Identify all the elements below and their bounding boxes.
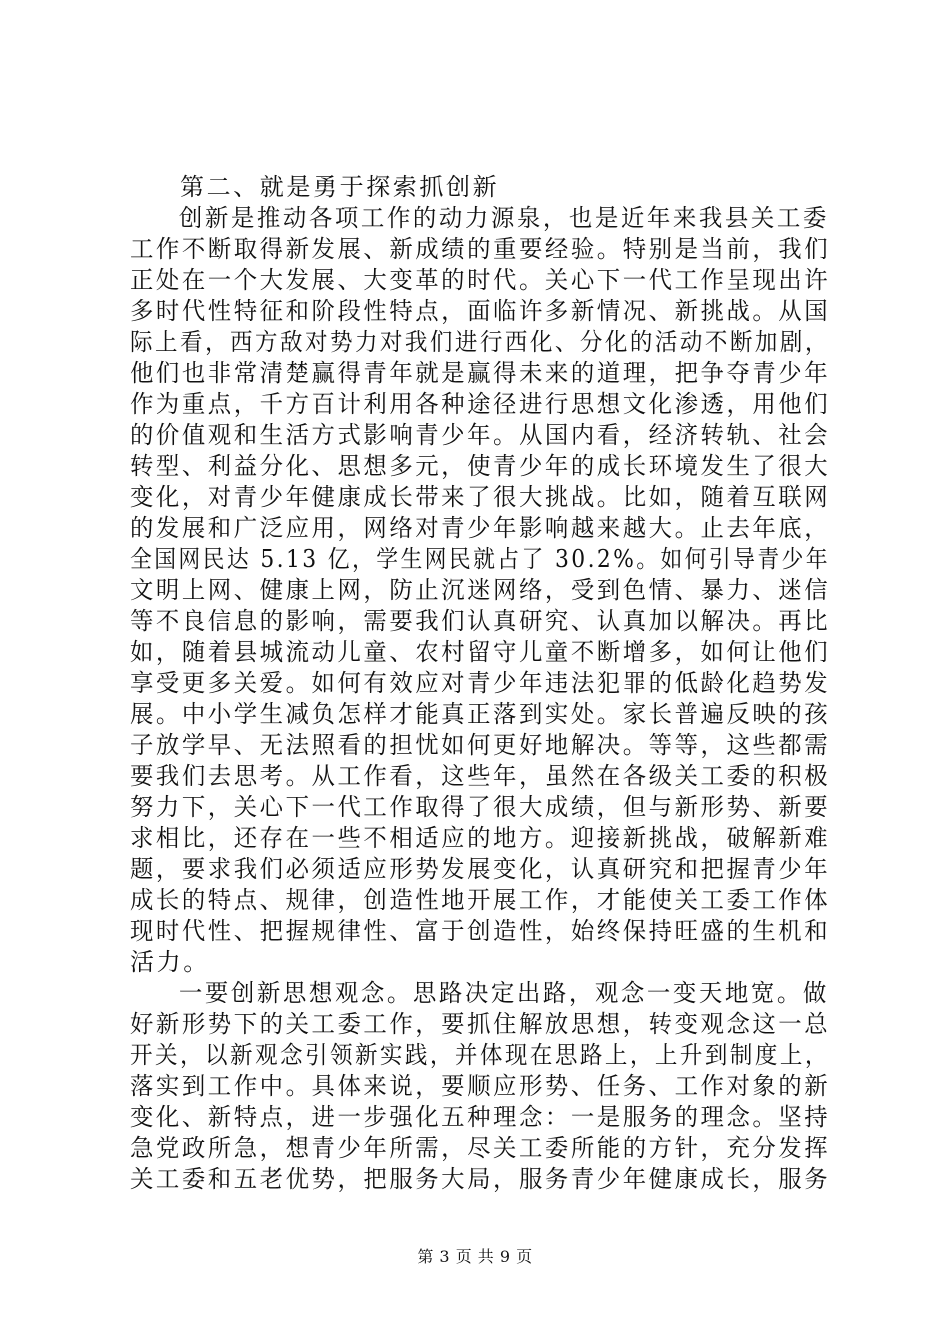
text-line: 落实到工作中。具体来说，要顺应形势、任务、工作对象的新 — [130, 1072, 831, 1100]
text-line: 子放学早、无法照看的担忧如何更好地解决。等等，这些都需 — [130, 731, 831, 759]
text-line: 多时代性特征和阶段性特点，面临许多新情况、新挑战。从国 — [130, 297, 831, 325]
text-line: 正处在一个大发展、大变革的时代。关心下一代工作呈现出许 — [130, 266, 831, 294]
text-line: 要我们去思考。从工作看，这些年，虽然在各级关工委的积极 — [130, 762, 831, 790]
text-line: 文明上网、健康上网，防止沉迷网络，受到色情、暴力、迷信 — [130, 576, 831, 604]
text-line: 急党政所急，想青少年所需，尽关工委所能的方针，充分发挥 — [130, 1134, 831, 1162]
text-line: 转型、利益分化、思想多元，使青少年的成长环境发生了很大 — [130, 452, 831, 480]
text-line: 一要创新思想观念。思路决定出路，观念一变天地宽。做 — [178, 979, 829, 1007]
text-line: 变化、新特点，进一步强化五种理念：一是服务的理念。坚持 — [130, 1103, 831, 1131]
text-line: 工作不断取得新发展、新成绩的重要经验。特别是当前，我们 — [130, 235, 831, 263]
text-line: 活力。 — [130, 948, 210, 976]
text-line: 展。中小学生减负怎样才能真正落到实处。家长普遍反映的孩 — [130, 700, 831, 728]
text-line: 作为重点，千方百计利用各种途径进行思想文化渗透，用他们 — [130, 390, 831, 418]
text-line: 的价值观和生活方式影响青少年。从国内看，经济转轨、社会 — [130, 421, 831, 449]
text-line: 全国网民达 5.13 亿，学生网民就占了 30.2%。如何引导青少年 — [130, 545, 830, 573]
text-line: 好新形势下的关工委工作，要抓住解放思想，转变观念这一总 — [130, 1010, 831, 1038]
text-line: 的发展和广泛应用，网络对青少年影响越来越大。止去年底， — [130, 514, 831, 542]
document-body — [130, 172, 830, 1195]
page-footer: 第 3 页 共 9 页 — [417, 1247, 533, 1266]
text-line: 求相比，还存在一些不相适应的地方。迎接新挑战，破解新难 — [130, 824, 831, 852]
text-line: 如，随着县城流动儿童、农村留守儿童不断增多，如何让他们 — [130, 638, 831, 666]
text-line: 关工委和五老优势，把服务大局，服务青少年健康成长，服务 — [130, 1165, 831, 1193]
text-line: 成长的特点、规律，创造性地开展工作，才能使关工委工作体 — [130, 886, 831, 914]
text-line: 努力下，关心下一代工作取得了很大成绩，但与新形势、新要 — [130, 793, 831, 821]
text-line: 第二、就是勇于探索抓创新 — [180, 173, 500, 201]
text-line: 他们也非常清楚赢得青年就是赢得未来的道理，把争夺青少年 — [130, 359, 831, 387]
text-line: 创新是推动各项工作的动力源泉，也是近年来我县关工委 — [178, 204, 829, 232]
text-line: 开关，以新观念引领新实践，并体现在思路上，上升到制度上， — [130, 1041, 830, 1069]
text-line: 题，要求我们必须适应形势发展变化，认真研究和把握青少年 — [130, 855, 831, 883]
text-line: 享受更多关爱。如何有效应对青少年违法犯罪的低龄化趋势发 — [130, 669, 831, 697]
text-line: 现时代性、把握规律性、富于创造性，始终保持旺盛的生机和 — [130, 917, 831, 945]
text-line: 等不良信息的影响，需要我们认真研究、认真加以解决。再比 — [130, 607, 831, 635]
text-line: 变化，对青少年健康成长带来了很大挑战。比如，随着互联网 — [130, 483, 831, 511]
text-line: 际上看，西方敌对势力对我们进行西化、分化的活动不断加剧， — [130, 328, 830, 356]
